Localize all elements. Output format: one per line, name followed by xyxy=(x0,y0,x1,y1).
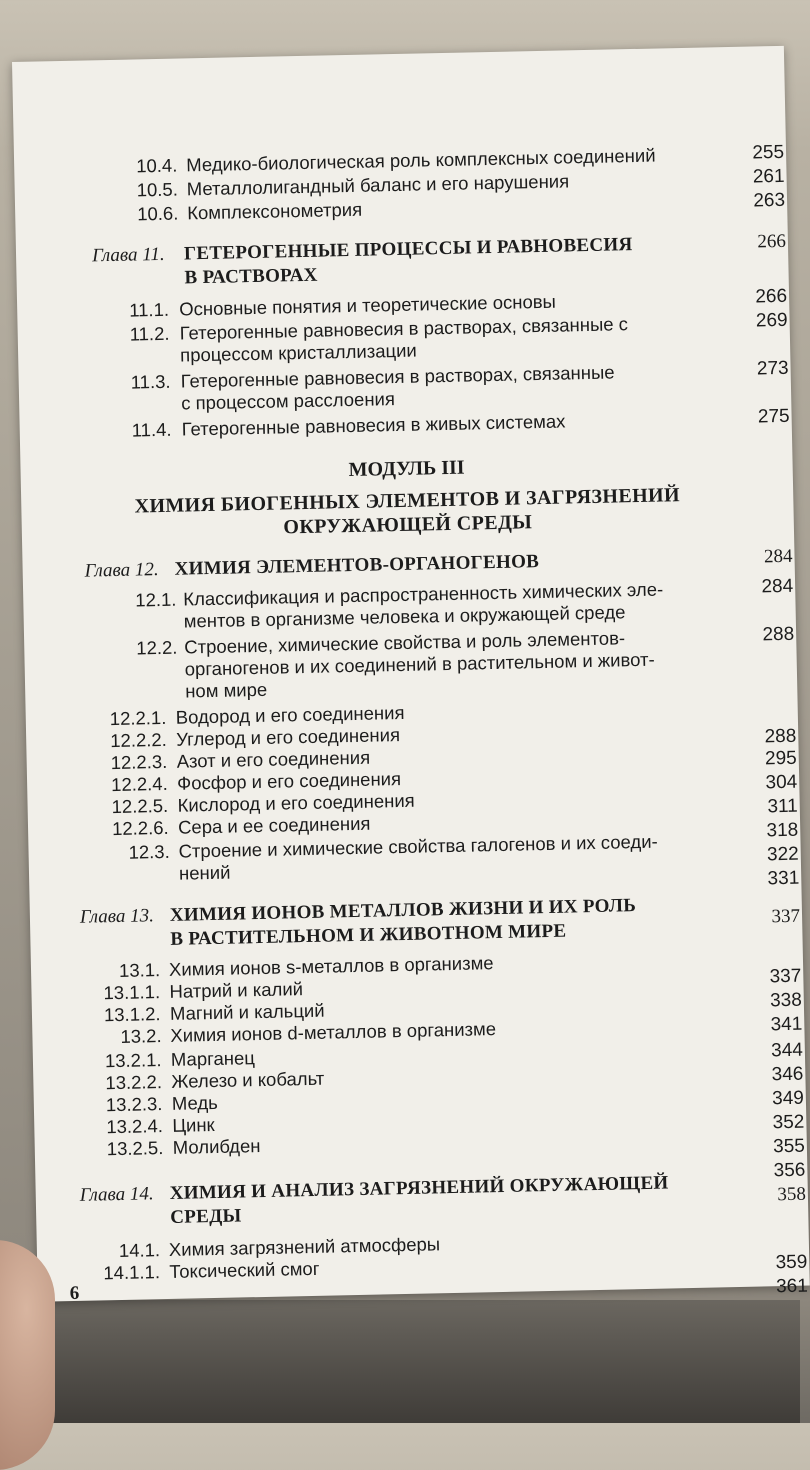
entry-page: 318 xyxy=(766,819,799,842)
entry-number: 10.4. xyxy=(135,154,178,177)
entry-title: с процессом расслоения xyxy=(180,388,396,414)
chapter-title: В РАСТВОРАХ xyxy=(184,264,318,289)
entry-number: 13.2.1. xyxy=(104,1049,162,1072)
entry-title: Медико-биологическая роль комплексных соединений xyxy=(185,144,656,176)
entry-title: ментов в организме человека и окружающей среде xyxy=(183,601,626,632)
chapter-title: ХИМИЯ ИОНОВ МЕТАЛЛОВ ЖИЗНИ И ИХ РОЛЬ xyxy=(169,895,637,926)
entry-page: 341 xyxy=(770,1013,803,1036)
entry-title: Кислород и его соединения xyxy=(177,789,415,816)
chapter-heading xyxy=(22,545,794,582)
entry-title: Гетерогенные равновесия в растворах, связанные xyxy=(180,361,615,392)
page-number-col xyxy=(35,1159,807,1182)
page-number: 6 xyxy=(69,1282,80,1305)
entry-title: Химия загрязнений атмосферы xyxy=(168,1233,441,1260)
entry-title: Гетерогенные равновесия в живых системах xyxy=(181,410,566,440)
entry-number: 13.2. xyxy=(120,1025,162,1047)
entry-title: Водород и его соединения xyxy=(175,701,405,728)
entry-title: нений xyxy=(178,861,231,884)
entry-title: Натрий и калий xyxy=(169,978,304,1002)
entry-number: 13.1.2. xyxy=(103,1003,161,1026)
entry-number: 12.2.3. xyxy=(110,750,168,774)
chapter-title: В РАСТИТЕЛЬНОМ И ЖИВОТНОМ МИРЕ xyxy=(170,920,567,950)
page-number-col xyxy=(29,867,801,890)
module-label: МОДУЛЬ III xyxy=(348,456,465,482)
entry-title: Строение, химические свойства и роль элементов- xyxy=(184,627,626,658)
entry-page: 288 xyxy=(764,725,797,748)
entry-page: 349 xyxy=(771,1087,805,1110)
entry-page: 311 xyxy=(767,795,798,818)
entry-number: 12.2. xyxy=(136,636,178,659)
chapter-page: 266 xyxy=(757,230,787,253)
entry-page: 359 xyxy=(775,1251,808,1274)
entry-number: 13.2.4. xyxy=(106,1115,164,1138)
entry-page: 304 xyxy=(765,771,798,794)
entry-page: 356 xyxy=(773,1159,806,1182)
entry-title: органогенов и их соединений в растительном и живот- xyxy=(184,648,655,680)
toc-entry xyxy=(26,694,798,730)
chapter-page: 358 xyxy=(777,1183,807,1206)
chapter-title: ХИМИЯ ЭЛЕМЕНТОВ-ОРГАНОГЕНОВ xyxy=(174,551,540,580)
entry-page: 337 xyxy=(769,965,802,988)
entry-title: ном мире xyxy=(184,678,268,702)
chapter-page: 337 xyxy=(771,905,801,928)
entry-page: 269 xyxy=(755,309,788,332)
entry-page: 273 xyxy=(756,357,789,380)
entry-page: 284 xyxy=(761,575,794,598)
book-page xyxy=(12,46,810,1305)
background-shadow xyxy=(0,1300,800,1423)
entry-page: 266 xyxy=(755,285,788,308)
entry-number: 12.2.2. xyxy=(110,728,168,752)
chapter-label: Глава 13. xyxy=(79,905,155,928)
entry-title: Углерод и его соединения xyxy=(175,724,401,750)
entry-title: Основные понятия и теоретические основы xyxy=(178,290,557,320)
chapter-title: ГЕТЕРОГЕННЫЕ ПРОЦЕССЫ И РАВНОВЕСИЯ xyxy=(183,234,633,265)
entry-title: Классификация и распространенность химических эле- xyxy=(183,578,664,610)
entry-page: 352 xyxy=(772,1111,805,1134)
entry-page: 261 xyxy=(752,165,785,188)
chapter-title: СРЕДЫ xyxy=(170,1205,242,1228)
entry-page: 361 xyxy=(775,1275,809,1298)
module-title-cont: ОКРУЖАЮЩЕЙ СРЕДЫ xyxy=(283,511,533,539)
module-title: ХИМИЯ БИОГЕННЫХ ЭЛЕМЕНТОВ И ЗАГРЯЗНЕНИЙ xyxy=(134,484,681,518)
entry-number: 11.1. xyxy=(129,298,170,321)
chapter-title: ХИМИЯ И АНАЛИЗ ЗАГРЯЗНЕНИЙ ОКРУЖАЮЩЕЙ xyxy=(169,1172,669,1204)
entry-title: Фосфор и его соединения xyxy=(176,768,402,794)
entry-number: 14.1.1. xyxy=(103,1261,161,1284)
entry-page: 338 xyxy=(769,989,803,1012)
chapter-page: 284 xyxy=(763,545,793,568)
entry-number: 12.2.4. xyxy=(110,772,168,796)
entry-title: процессом кристаллизации xyxy=(179,339,417,366)
entry-title: Сера и ее соединения xyxy=(177,812,371,838)
entry-page: 355 xyxy=(772,1135,806,1158)
entry-number: 13.2.2. xyxy=(105,1071,163,1094)
entry-number: 12.2.5. xyxy=(111,794,169,818)
entry-title: Химия ионов s-металлов в организме xyxy=(168,952,494,980)
entry-page: 275 xyxy=(757,405,790,428)
entry-page: 344 xyxy=(770,1039,804,1062)
entry-title: Цинк xyxy=(172,1113,215,1136)
entry-title: Молибден xyxy=(172,1135,261,1158)
entry-title: Комплексонометрия xyxy=(186,198,363,224)
chapter-label: Глава 12. xyxy=(84,559,159,582)
entry-title: Медь xyxy=(171,1091,218,1114)
entry-title: Металлолигандный баланс и его нарушения xyxy=(186,170,570,200)
chapter-heading xyxy=(16,230,788,267)
entry-number: 12.3. xyxy=(128,840,170,863)
entry-page: 322 xyxy=(766,843,799,866)
entry-number: 12.1. xyxy=(135,588,177,611)
toc-entry xyxy=(20,405,792,441)
chapter-label: Глава 11. xyxy=(91,243,165,267)
entry-title: Магний и кальций xyxy=(169,999,325,1024)
chapter-label: Глава 14. xyxy=(79,1183,154,1206)
entry-title: Гетерогенные равновесия в растворах, связанные с xyxy=(179,313,629,344)
entry-page: 331 xyxy=(767,867,800,890)
entry-number: 13.1. xyxy=(118,959,161,981)
entry-title: Токсический смог xyxy=(169,1257,320,1282)
entry-title: Строение и химические свойства галогенов и их соеди- xyxy=(178,830,658,862)
toc-entry xyxy=(37,1226,809,1262)
entry-page: 255 xyxy=(752,141,785,164)
entry-title: Марганец xyxy=(170,1047,256,1070)
entry-number: 11.2. xyxy=(129,322,170,345)
entry-page: 263 xyxy=(753,189,786,212)
entry-page: 288 xyxy=(762,623,795,646)
entry-number: 11.4. xyxy=(131,418,172,441)
finger xyxy=(0,1240,55,1470)
entry-number: 10.5. xyxy=(136,178,179,201)
entry-number: 13.2.5. xyxy=(106,1137,164,1160)
chapter-heading xyxy=(36,1170,808,1206)
entry-number: 13.2.3. xyxy=(105,1093,163,1116)
entry-page: 295 xyxy=(764,747,797,770)
entry-title: Азот и его соединения xyxy=(176,746,371,772)
entry-title: Химия ионов d-металлов в организме xyxy=(170,1018,497,1046)
entry-number: 14.1. xyxy=(118,1239,161,1262)
entry-page: 346 xyxy=(771,1063,804,1086)
entry-number: 13.1.1. xyxy=(103,981,161,1004)
entry-number: 11.3. xyxy=(130,370,171,393)
entry-number: 10.6. xyxy=(136,202,179,225)
entry-title: Железо и кобальт xyxy=(171,1067,325,1092)
entry-number: 12.2.1. xyxy=(109,706,167,730)
entry-number: 12.2.6. xyxy=(111,816,169,840)
